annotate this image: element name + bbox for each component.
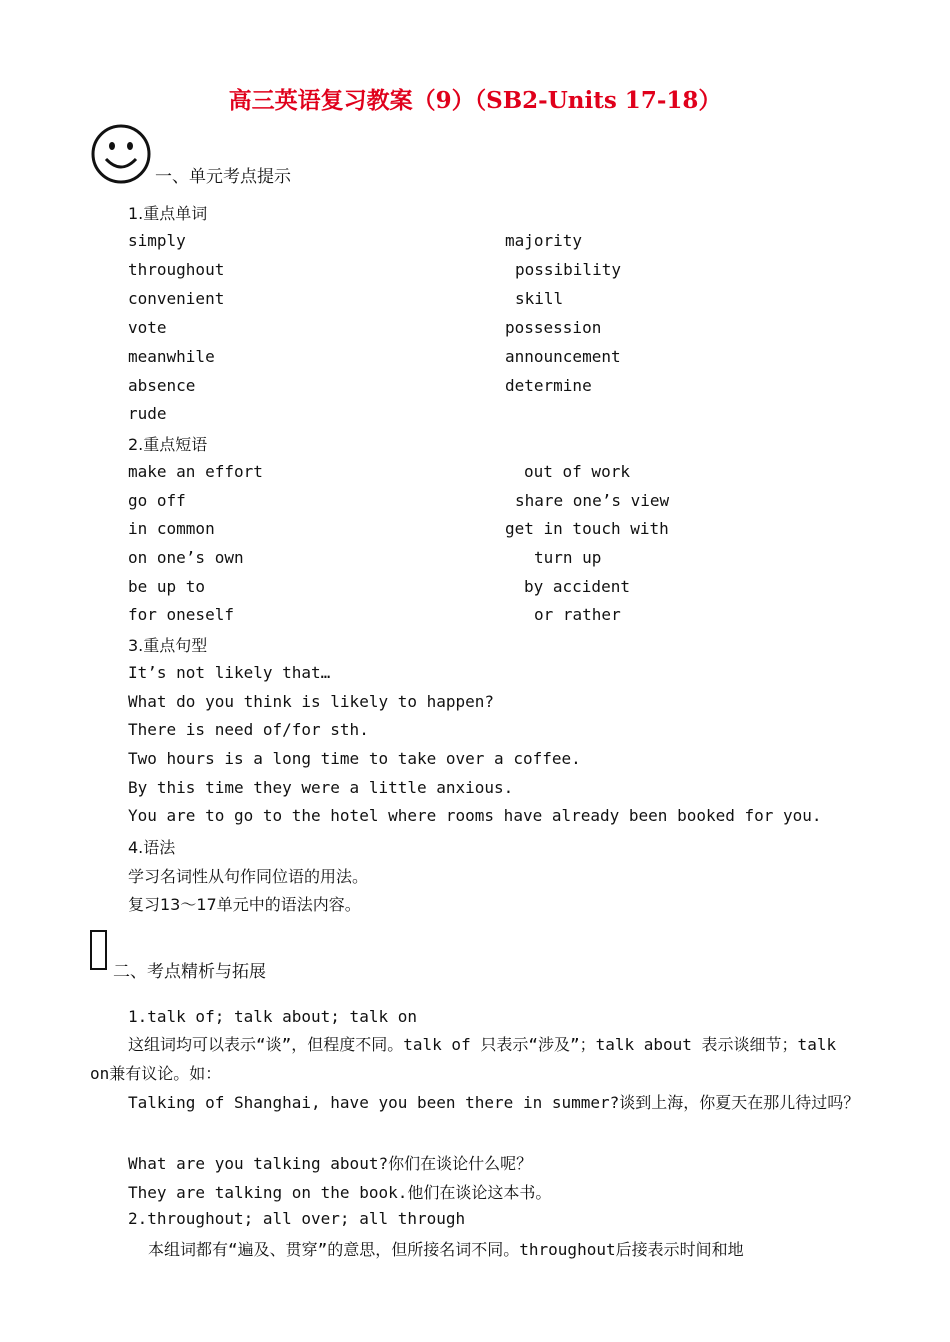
vocab-word: majority (505, 231, 583, 250)
vocab-word: throughout (128, 260, 225, 279)
grammar-heading: 4.语法 (128, 838, 176, 857)
phrase: go off (128, 491, 186, 510)
smiley-icon (90, 123, 152, 185)
phrase: make an effort (128, 462, 263, 481)
example-1 (90, 1088, 862, 1117)
grammar-item: 学习名词性从句作同位语的用法。 (128, 867, 369, 886)
vocab-word: absence (128, 376, 196, 395)
example-1-text: Talking of Shanghai, have you been there in summer?谈到上海，你夏天在那儿待过吗？ (128, 1093, 860, 1112)
vocab-word: determine (505, 376, 592, 395)
vocab-word: simply (128, 231, 186, 250)
phrase: share one’s view (515, 491, 670, 510)
grammar-item: 复习13～17单元中的语法内容。 (128, 895, 361, 914)
sentence: Two hours is a long time to take over a coffee. (128, 749, 581, 768)
item1-desc (90, 1030, 862, 1088)
item1-desc-text: 这组词均可以表示“谈”，但程度不同。talk of 只表示“涉及”；talk about 表示谈细节；talk on兼有议论。如： (90, 1035, 837, 1083)
sentence: By this time they were a little anxious. (128, 778, 514, 797)
sentence: There is need of/for sth. (128, 720, 369, 739)
item1-title: 1.talk of; talk about; talk on (128, 1007, 417, 1026)
sentence: What do you think is likely to happen? (128, 692, 495, 711)
page-title: 高三英语复习教案（9）（SB2-Units 17-18） (228, 87, 722, 114)
phrase-heading: 2.重点短语 (128, 435, 208, 454)
item2-title: 2.throughout; all over; all through (128, 1209, 466, 1228)
sentence: You are to go to the hotel where rooms have already been booked for you. (128, 806, 822, 825)
section1-heading: 一、单元考点提示 (155, 167, 291, 187)
phrase: or rather (534, 605, 621, 624)
phrase: by accident (524, 577, 630, 596)
vocab-word: rude (128, 404, 167, 423)
phrase: on one’s own (128, 548, 244, 567)
phrase: out of work (524, 462, 630, 481)
vocab-word: possibility (515, 260, 621, 279)
vocab-word: announcement (505, 347, 621, 366)
sentence-heading: 3.重点句型 (128, 636, 208, 655)
phrase: in common (128, 519, 215, 538)
vocab-word: vote (128, 318, 167, 337)
phrase: turn up (534, 548, 602, 567)
vocab-word: convenient (128, 289, 225, 308)
sentence: It’s not likely that… (128, 663, 331, 682)
section2-heading: 二、考点精析与拓展 (113, 962, 266, 982)
phrase: be up to (128, 577, 206, 596)
vocab-word: meanwhile (128, 347, 215, 366)
vocab-word: possession (505, 318, 602, 337)
phrase: get in touch with (505, 519, 669, 538)
vocab-word: skill (515, 289, 564, 308)
vocab-heading: 1.重点单词 (128, 204, 208, 223)
box-icon (90, 930, 107, 970)
example-2: What are you talking about?你们在谈论什么呢？ (128, 1154, 533, 1173)
item2-desc: 本组词都有“遍及、贯穿”的意思，但所接名词不同。throughout后接表示时间和地 (148, 1240, 744, 1259)
example-3: They are talking on the book.他们在谈论这本书。 (128, 1183, 552, 1202)
phrase: for oneself (128, 605, 234, 624)
